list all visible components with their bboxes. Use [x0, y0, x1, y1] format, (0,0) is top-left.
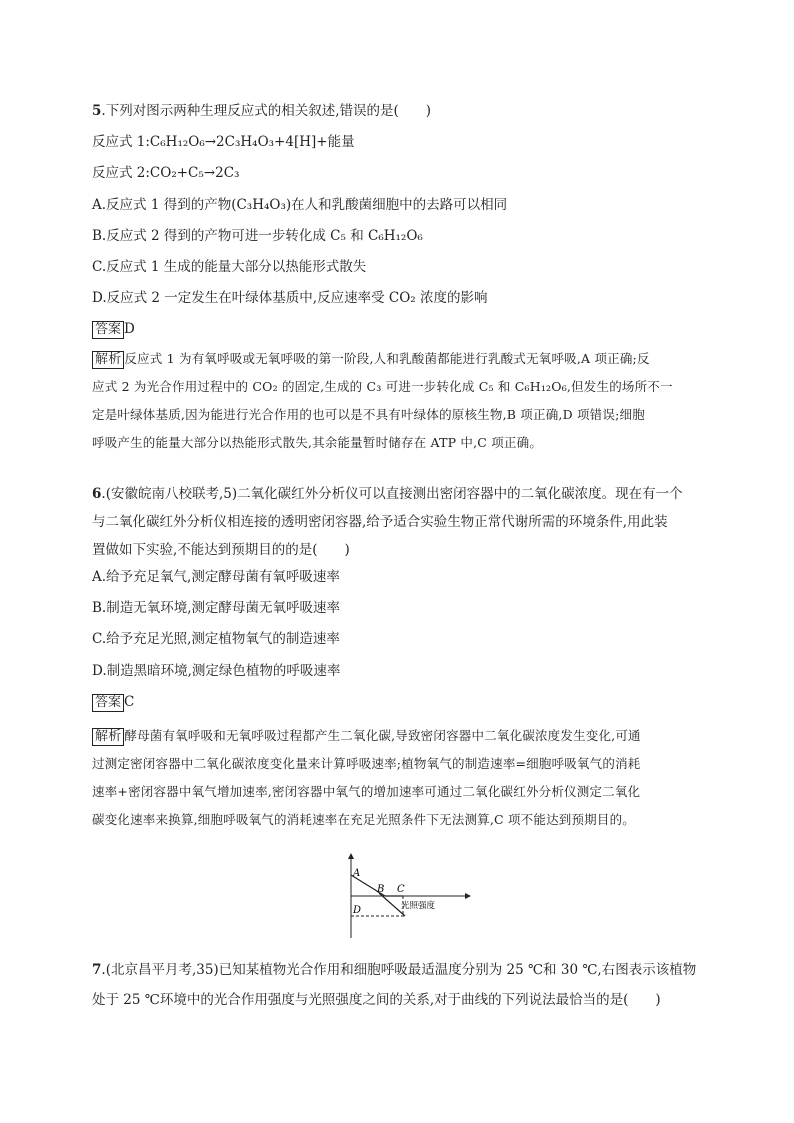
q6-option-a: A.给予充足氧气,测定酵母菌有氧呼吸速率	[92, 569, 340, 585]
q5-number: 5	[92, 103, 102, 119]
explain-tag: 解析	[92, 728, 124, 746]
q6-option-d: D.制造黑暗环境,测定绿色植物的呼吸速率	[92, 663, 341, 679]
q6-number: 6	[92, 486, 102, 502]
q6-option-b: B.制造无氧环境,测定酵母菌无氧呼吸速率	[92, 600, 341, 616]
q5-option-a: A.反应式 1 得到的产物(C₃H₄O₃)在人和乳酸菌细胞中的去路可以相同	[92, 197, 508, 213]
q5-option-c: C.反应式 1 生成的能量大部分以热能形式散失	[92, 259, 367, 275]
q5-stem: 5.下列对图示两种生理反应式的相关叙述,错误的是( )	[92, 103, 432, 119]
label-c: C	[397, 884, 405, 895]
answer-tag: 答案	[92, 694, 124, 712]
q6-stem: 6.(安徽皖南八校联考,5)二氧化碳红外分析仪可以直接测出密闭容器中的二氧化碳浓度。现在有一个 与二氧化碳红外分析仪相连接的透明密闭容器,给予适合实验生物正常代谢所需的环境条件,用此装 置做如下实验,不能达到预期目的的是( )	[92, 486, 683, 558]
q7-stem: 7.(北京昌平月考,35)已知某植物光合作用和细胞呼吸最适温度分别为 25 ℃和 30 ℃,右图表示该植物 处于 25 ℃环境中的光合作用强度与光照强度之间的关系,对于曲线的下列说法最恰当的是( )	[92, 962, 697, 1008]
q5-reaction-2: 反应式 2:CO₂+C₅→2C₃	[92, 165, 240, 181]
q5-reaction-1: 反应式 1:C₆H₁₂O₆→2C₃H₄O₃+4[H]+能量	[92, 134, 355, 150]
light-intensity-figure	[335, 850, 475, 940]
q6-answer	[92, 693, 704, 712]
label-b: B	[377, 884, 385, 895]
q7-number: 7	[92, 962, 102, 978]
q5-option-d: D.反应式 2 一定发生在叶绿体基质中,反应速率受 CO₂ 浓度的影响	[92, 290, 488, 306]
answer-tag: 答案	[92, 321, 124, 339]
explain-tag: 解析	[92, 351, 124, 369]
q5-answer	[92, 320, 704, 339]
q6-option-c: C.给予充足光照,测定植物氧气的制造速率	[92, 631, 340, 647]
x-axis-label: 光照强度	[401, 901, 436, 911]
q5-option-b: B.反应式 2 得到的产物可进一步转化成 C₅ 和 C₆H₁₂O₆	[92, 228, 423, 244]
q5-answer-value: D	[124, 321, 135, 337]
q6-answer-value: C	[124, 694, 135, 710]
q6-explanation: 解析 酵母菌有氧呼吸和无氧呼吸过程都产生二氧化碳,导致密闭容器中二氧化碳浓度发生变化,可通 过测定密闭容器中二氧化碳浓度变化量来计算呼吸速率;植物氧气的制造速率=细胞呼吸氧气的消耗 速率+密闭容器中氧气增加速率,密闭容器中氧气的增加速率可通过二氧化碳红外分析仪测定二氧化 碳变化速率来换算,细胞呼吸氧气的消耗速率在充足光照条件下无法测算,C 项不能达到预期目的。	[92, 728, 641, 827]
q5-explanation: 解析 反应式 1 为有氧呼吸或无氧呼吸的第一阶段,人和乳酸菌都能进行乳酸式无氧呼吸,A 项正确;反 应式 2 为光合作用过程中的 CO₂ 的固定,生成的 C₃ 可进一步转化成 C₅ 和 C₆H₁₂O₆,但发生的场所不一 定是叶绿体基质,因为能进行光合作用的也可以是不具有叶绿体的原核生物,B 项正确,D 项错误;细胞 呼吸产生的能量大部分以热能形式散失,其余能量暂时储存在 ATP 中,C 项正确。	[92, 351, 673, 450]
label-a: A	[353, 868, 361, 879]
label-d: D	[353, 905, 362, 916]
